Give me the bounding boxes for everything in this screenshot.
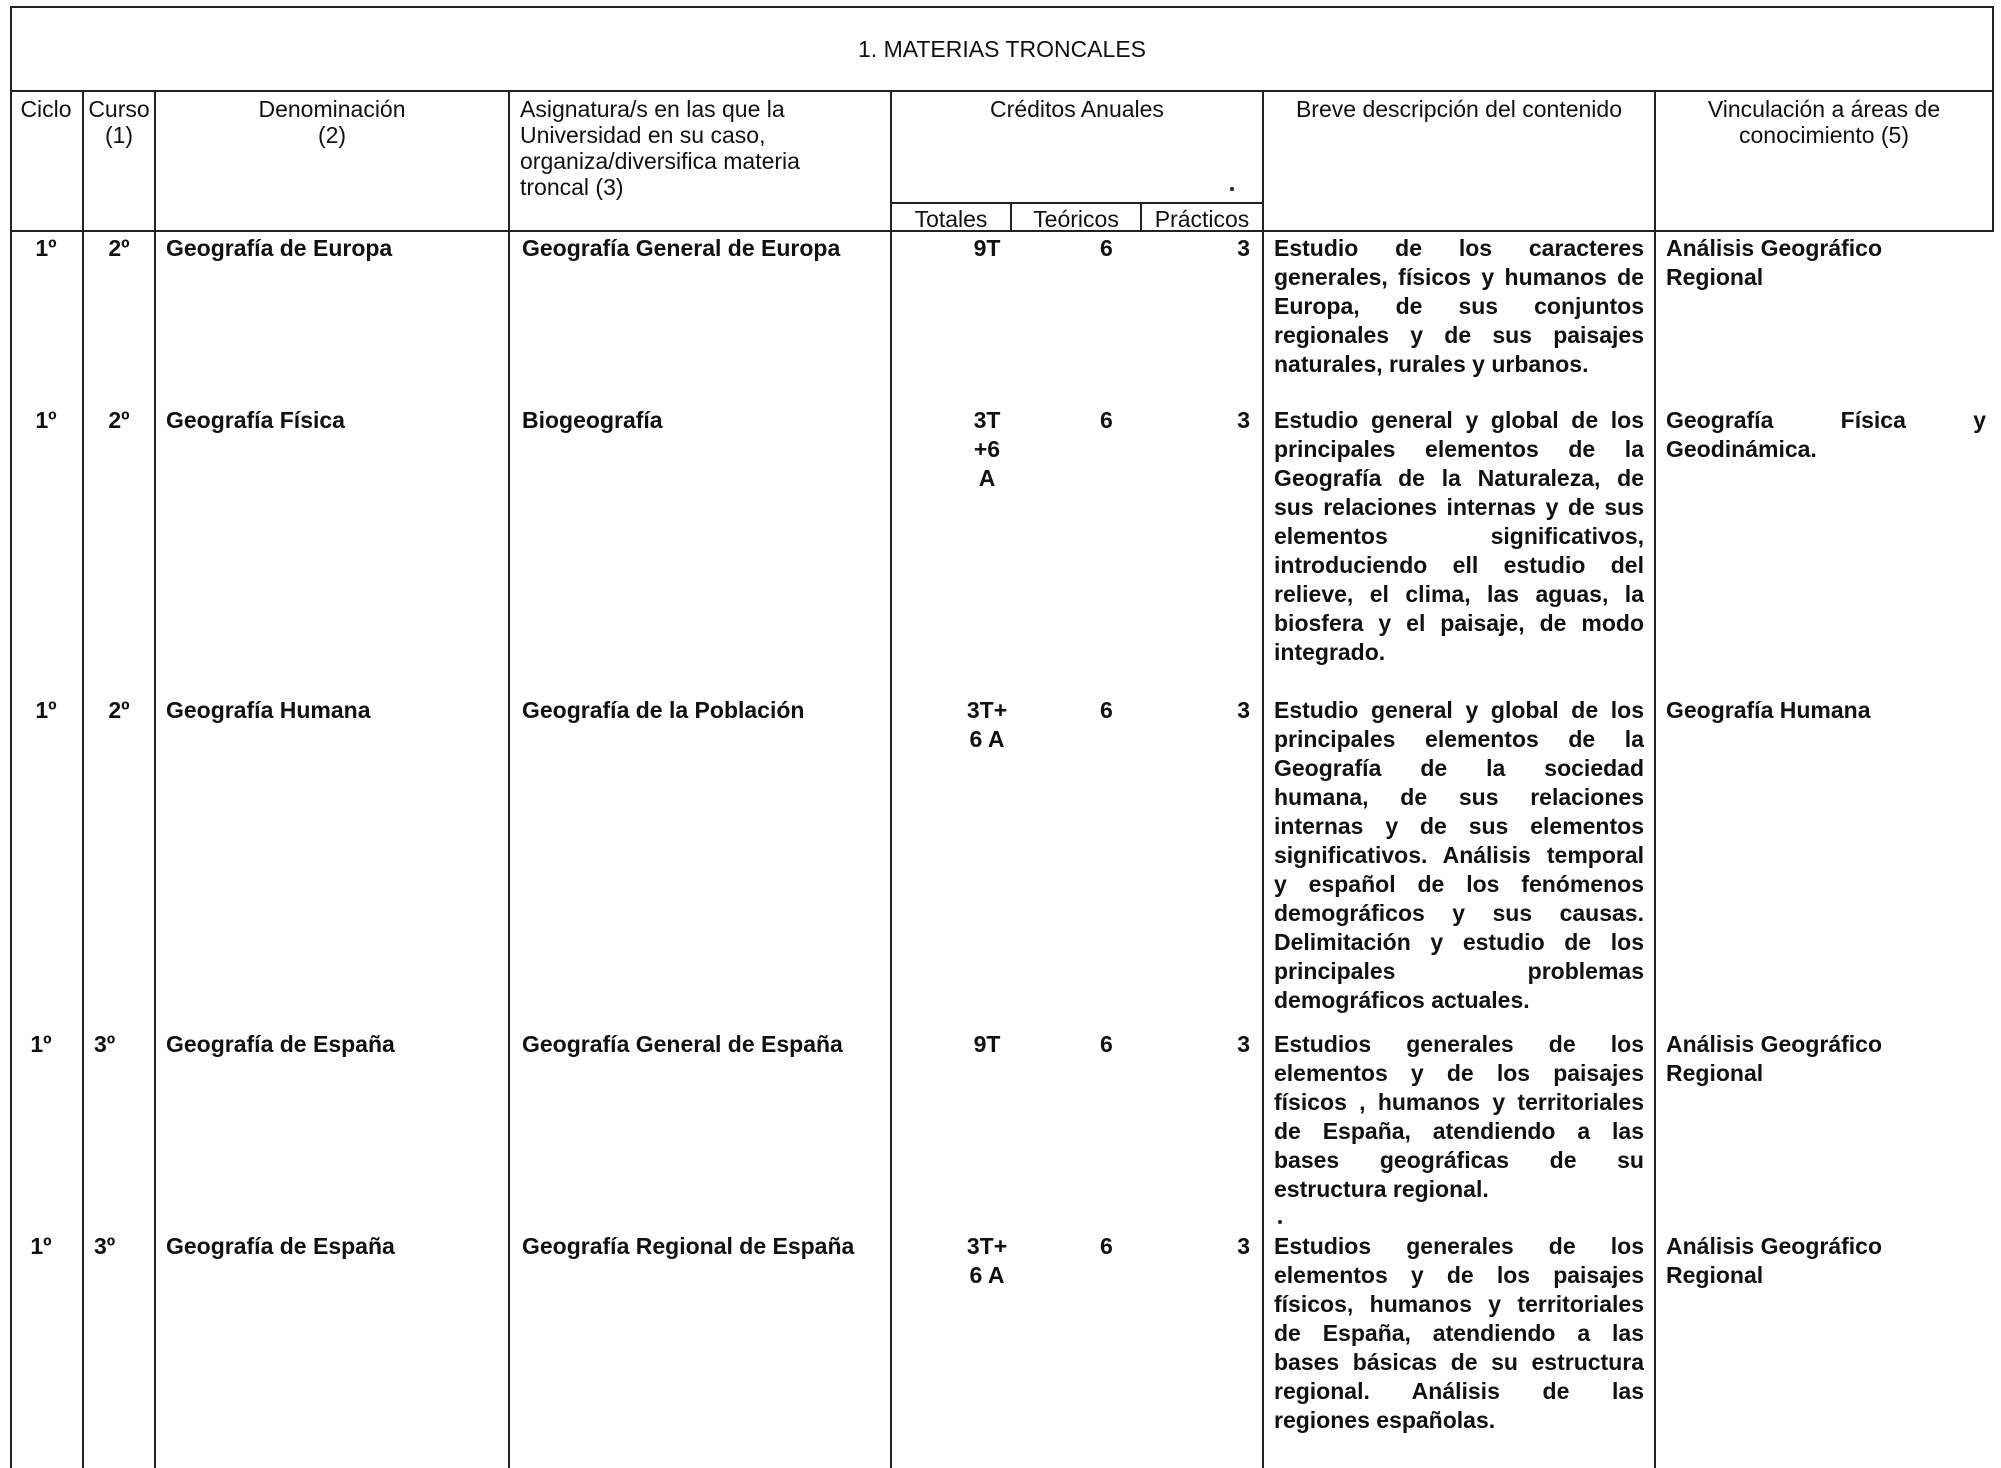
row3-desc-line: demográficos y sus causas. — [1274, 900, 1644, 926]
row5-desc-line: elementos y de los paisajes — [1274, 1262, 1644, 1288]
row2-desc-line: elementos significativos, — [1274, 523, 1644, 549]
col-divider-asignatura — [890, 90, 892, 1468]
col-divider-ciclo — [82, 90, 84, 1468]
creditos-subheader-border — [890, 202, 1264, 204]
row1-desc-line: regionales y de sus paisajes — [1274, 322, 1644, 348]
row3-desc-line: humana, de sus relaciones — [1274, 784, 1644, 810]
row5-asignatura: Geografía Regional de España — [522, 1233, 855, 1259]
row2-totales: 3T +6 A — [973, 407, 1001, 491]
row2-asignatura: Biogeografía — [522, 407, 663, 433]
row4-desc-line: Estudios generales de los — [1274, 1031, 1644, 1057]
row2-desc-line: principales elementos de la — [1274, 436, 1644, 462]
row3-desc-line: principales elementos de la — [1274, 726, 1644, 752]
row2-teoricos: 6 — [1100, 407, 1113, 433]
header-dot-mark — [1230, 187, 1234, 191]
row5-totales: 3T+ 6 A — [966, 1233, 1008, 1288]
row4-curso: 3º — [94, 1031, 116, 1057]
header-descripcion: Breve descripción del contenido — [1295, 96, 1623, 122]
row5-desc-line: bases básicas de su estructura — [1274, 1349, 1644, 1375]
col-divider-creditos — [1262, 90, 1264, 1468]
row4-totales: 9T — [973, 1031, 1001, 1057]
row3-desc-line: demográficos actuales. — [1274, 987, 1530, 1013]
row4-desc-line: estructura regional. — [1274, 1176, 1489, 1202]
row3-desc-line: significativos. Análisis temporal — [1274, 842, 1644, 868]
row5-desc-line: regiones españolas. — [1274, 1407, 1496, 1433]
row1-desc-line: Estudio de los caracteres — [1274, 235, 1644, 261]
row2-ciclo: 1º — [35, 407, 57, 433]
row1-teoricos: 6 — [1100, 235, 1113, 261]
row4-desc-line: elementos y de los paisajes — [1274, 1060, 1644, 1086]
row3-practicos: 3 — [1237, 697, 1250, 723]
row3-desc-line: Delimitación y estudio de los — [1274, 929, 1644, 955]
row5-teoricos: 6 — [1100, 1233, 1113, 1259]
row3-totales: 3T+ 6 A — [966, 697, 1008, 752]
row2-desc-line: Estudio general y global de los — [1274, 407, 1644, 433]
row3-desc-line: Estudio general y global de los — [1274, 697, 1644, 723]
row3-desc-line: principales problemas — [1274, 958, 1644, 984]
row4-denominacion: Geografía de España — [166, 1031, 395, 1057]
row3-vinculacion: Geografía Humana — [1666, 697, 1871, 723]
row4-desc-line: de España, atendiendo a las — [1274, 1118, 1644, 1144]
row3-teoricos: 6 — [1100, 697, 1113, 723]
row5-practicos: 3 — [1237, 1233, 1250, 1259]
row1-descripcion — [1274, 234, 1644, 379]
row4-vinculacion: Análisis Geográfico Regional — [1666, 1031, 1883, 1086]
row3-descripcion — [1274, 696, 1644, 1015]
row3-desc-line: y español de los fenómenos — [1274, 871, 1644, 897]
row4-desc-line: bases geográficas de su — [1274, 1147, 1644, 1173]
row2-desc-line: integrado. — [1274, 639, 1386, 665]
header-asignatura: Asignatura/s en las que la Universidad en su caso, organiza/diversifica materia troncal (3) — [520, 96, 800, 200]
row3-curso: 2º — [108, 697, 130, 723]
row5-denominacion: Geografía de España — [166, 1233, 395, 1259]
row5-curso: 3º — [94, 1233, 116, 1259]
row2-desc-line: biosfera y el paisaje, de modo — [1274, 610, 1644, 636]
row4-teoricos: 6 — [1100, 1031, 1113, 1057]
row4-ciclo: 1º — [30, 1031, 52, 1057]
materias-troncales-table — [10, 6, 1994, 1468]
row2-denominacion: Geografía Física — [166, 407, 345, 433]
header-teoricos: Teóricos — [1033, 206, 1119, 232]
row1-desc-line: Europa, de sus conjuntos — [1274, 293, 1644, 319]
row4-desc-line: físicos , humanos y territoriales — [1274, 1089, 1644, 1115]
row1-ciclo: 1º — [35, 235, 57, 261]
header-practicos: Prácticos — [1154, 206, 1250, 232]
row3-denominacion: Geografía Humana — [166, 697, 371, 723]
row1-vinculacion: Análisis Geográfico Regional — [1666, 235, 1883, 290]
row1-denominacion: Geografía de Europa — [166, 235, 393, 261]
row1-asignatura: Geografía General de Europa — [522, 235, 841, 261]
row4-practicos: 3 — [1237, 1031, 1250, 1057]
row2-descripcion — [1274, 406, 1644, 667]
header-denominacion: Denominación (2) — [258, 96, 406, 148]
row3-desc-line: internas y de sus elementos — [1274, 813, 1644, 839]
header-curso: Curso (1) — [88, 96, 150, 148]
row1-desc-line: generales, físicos y humanos de — [1274, 264, 1644, 290]
table-title: 1. MATERIAS TRONCALES — [858, 36, 1146, 62]
row3-asignatura: Geografía de la Población — [522, 697, 805, 723]
row1-practicos: 3 — [1237, 235, 1250, 261]
row5-stray-dot — [1278, 1220, 1282, 1224]
row5-descripcion — [1274, 1232, 1644, 1435]
row2-desc-line: introduciendo ell estudio del — [1274, 552, 1644, 578]
row2-desc-line: Geografía de la Naturaleza, de — [1274, 465, 1644, 491]
row4-asignatura: Geografía General de España — [522, 1031, 843, 1057]
header-creditos-anuales: Créditos Anuales — [990, 96, 1164, 122]
row5-desc-line: regional. Análisis de las — [1274, 1378, 1644, 1404]
title-row-border — [10, 90, 1994, 92]
header-ciclo: Ciclo — [20, 96, 72, 122]
table-top-border — [10, 6, 1994, 8]
col-divider-descripcion — [1654, 90, 1656, 1468]
row2-practicos: 3 — [1237, 407, 1250, 433]
row1-desc-line: naturales, rurales y urbanos. — [1274, 351, 1589, 377]
row1-totales: 9T — [973, 235, 1001, 261]
header-totales: Totales — [914, 206, 988, 232]
row2-desc-line: relieve, el clima, las aguas, la — [1274, 581, 1644, 607]
row4-descripcion — [1274, 1030, 1644, 1204]
row5-desc-line: físicos, humanos y territoriales — [1274, 1291, 1644, 1317]
header-vinculacion: Vinculación a áreas de conocimiento (5) — [1707, 96, 1941, 148]
col-divider-curso — [154, 90, 156, 1468]
row5-desc-line: Estudios generales de los — [1274, 1233, 1644, 1259]
col-divider-denominacion — [508, 90, 510, 1468]
row3-desc-line: Geografía de la sociedad — [1274, 755, 1644, 781]
row5-ciclo: 1º — [30, 1233, 52, 1259]
row2-vinculacion: Geografía Física y Geodinámica. — [1666, 407, 1986, 462]
row2-desc-line: sus relaciones internas y de sus — [1274, 494, 1644, 520]
row1-curso: 2º — [108, 235, 130, 261]
row3-ciclo: 1º — [35, 697, 57, 723]
row2-curso: 2º — [108, 407, 130, 433]
row5-desc-line: de España, atendiendo a las — [1274, 1320, 1644, 1346]
row5-vinculacion: Análisis Geográfico Regional — [1666, 1233, 1883, 1288]
